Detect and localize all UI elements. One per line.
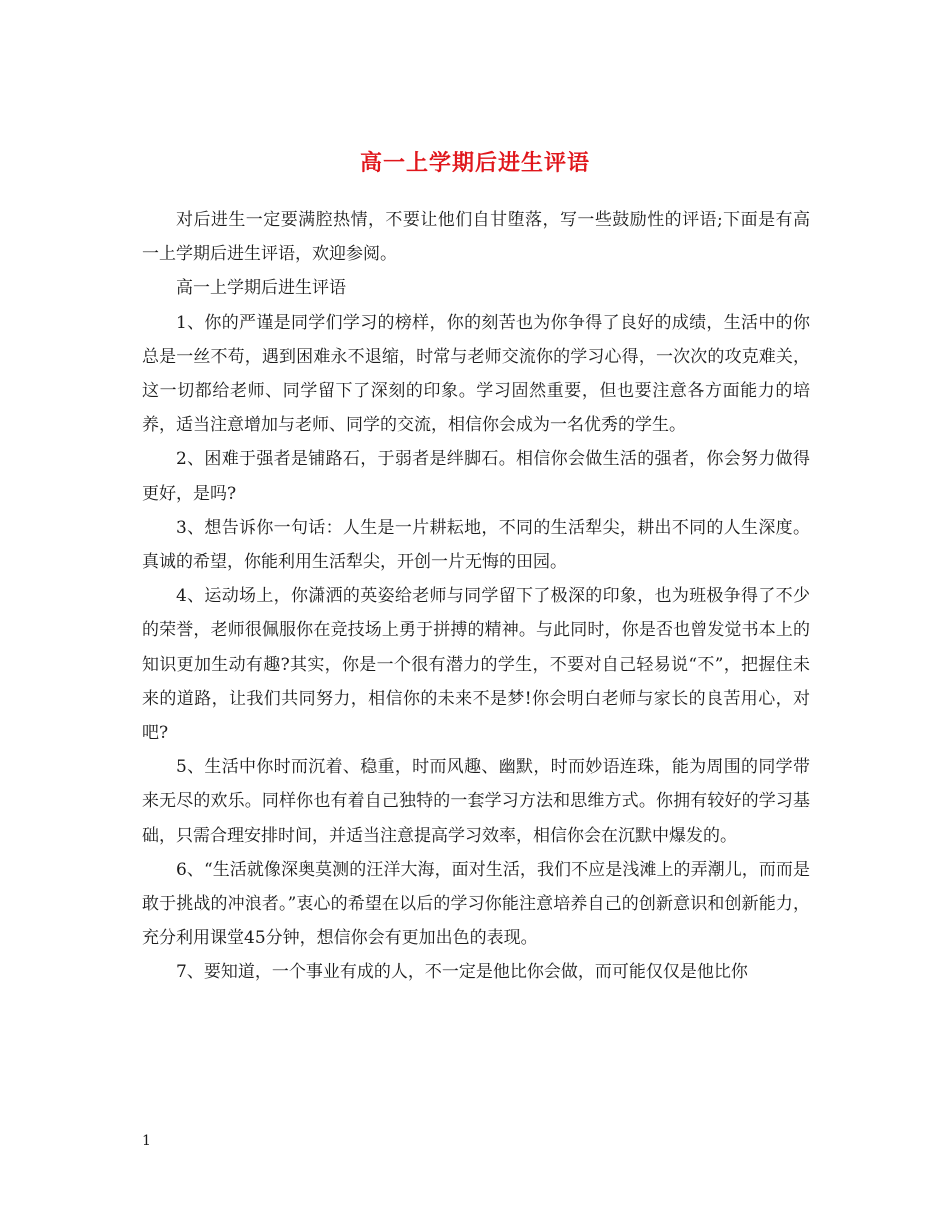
comment-paragraph-3: 3、想告诉你一句话：人生是一片耕耘地，不同的生活犁尖，耕出不同的人生深度。真诚的希望，你能利用生活犁尖，开创一片无悔的田园。 [142,517,810,573]
comment-paragraph-1: 1、你的严谨是同学们学习的榜样，你的刻苦也为你争得了良好的成绩，生活中的你总是一丝不苟，遇到困难永不退缩，时常与老师交流你的学习心得，一次次的攻克难关，这一切都给老师、同学留下了深刻的印象。学习固然重要，但也要注意各方面能力的培养，适当注意增加与老师、同学的交流，相信你会成为一名优秀的学生。 [142,312,810,436]
comment-paragraph-7: 7、要知道，一个事业有成的人，不一定是他比你会做，而可能仅仅是他比你 [176,962,748,983]
document-title: 高一上学期后进生评语 [359,149,590,176]
section-heading: 高一上学期后进生评语 [176,278,346,299]
comment-paragraph-6: 6、“生活就像深奥莫测的汪洋大海，面对生活，我们不应是浅滩上的弄潮儿，而而是敢于挑战的冲浪者。”衷心的希望在以后的学习你能注意培养自己的创新意识和创新能力，充分利用课堂45分钟，想信你会有更加出色的表现。 [142,859,810,949]
comment-paragraph-2: 2、困难于强者是铺路石，于弱者是绊脚石。相信你会做生活的强者，你会努力做得更好，是吗? [142,449,810,504]
comment-paragraph-5: 5、生活中你时而沉着、稳重，时而风趣、幽默，时而妙语连珠，能为周围的同学带来无尽的欢乐。同样你也有着自己独特的一套学习方法和思维方式。你拥有较好的学习基础，只需合理安排时间，并适当注意提高学习效率，相信你会在沉默中爆发的。 [142,757,810,846]
page-number: 1 [142,1133,151,1149]
comment-paragraph-4: 4、运动场上，你潇洒的英姿给老师与同学留下了极深的印象，也为班极争得了不少的荣誉，老师很佩服你在竞技场上勇于拼搏的精神。与此同时，你是否也曾发觉书本上的知识更加生动有趣?其实，你是一个很有潜力的学生，不要对自己轻易说“不”，把握住未来的道路，让我们共同努力，相信你的未来不是梦!你会明白老师与家长的良苦用心，对吧? [142,586,810,744]
intro-paragraph: 对后进生一定要满腔热情，不要让他们自甘堕落，写一些鼓励性的评语;下面是有高一上学期后进生评语，欢迎参阅。 [142,210,810,265]
document-body [142,203,810,990]
